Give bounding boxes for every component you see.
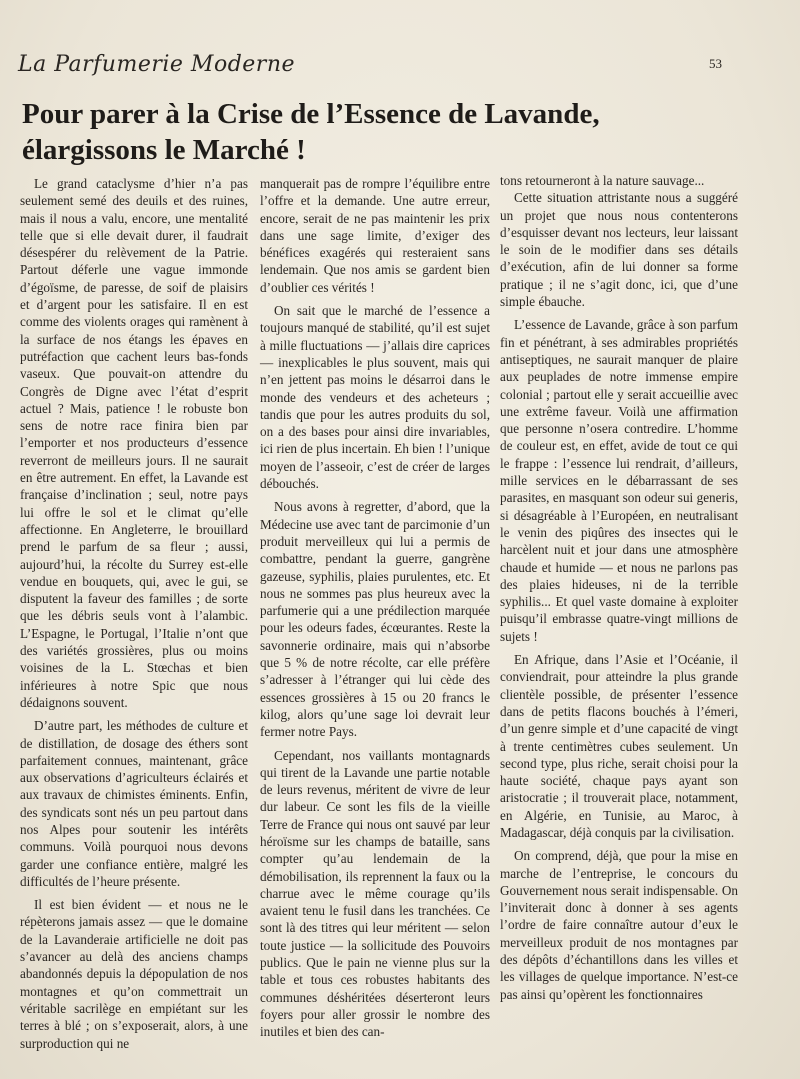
paragraph: Cette situation attristante nous a suggéré un projet que nous nous contenterons d’esquisser devant nos lecteurs, leur laissant le soin de le modifier dans ses détails d’exécution, afin de lui donner sa forme pratique ; il ne s’agit donc, ici, que d’une simple ébauche. <box>500 190 738 310</box>
paragraph: Le grand cataclysme d’hier n’a pas seulement semé des deuils et des ruines, mais il nous a valu, encore, une mentalité telle que si elle devait durer, il faudrait désespérer du relèvement de la Patrie. Partout déferle une vague immonde d’égoïsme, de paresse, de soif de plaisirs et d’argent pour les satisfaire. Il en est comme des violents orages qui ramènent à la surface de nos étangs les épaves en putréfaction que cachent leurs bas-fonds vaseux. Que pouvait-on attendre du Congrès de Digne avec l’état d’esprit actuel ? Mais, patience ! le robuste bon sens de notre race finira bien par l’emporter et nos producteurs d’essence reverront de meilleurs jours. Il ne saurait en être autrement. En effet, la Lavande est française d’inclination ; seul, notre pays lui offre le sol et le climat qu’elle affectionne. En Angleterre, le brouillard prend le parfum de sa fleur ; aussi, aujourd’hui, la récolte du Surrey est-elle vendue en bouquets, qui, avec le gui, se disputent la faveur des familles ; de sorte que les débris seuls vont à l’alambic. L’Espagne, le Portugal, l’Italie n’ont que des variétés grossières, plus ou moins voisines de la L. Stœchas et bien inférieures à notre Spic que nous dédaignons souvent. <box>20 176 248 710</box>
paragraph: On comprend, déjà, que pour la mise en marche de l’entreprise, le concours du Gouvernement nous serait indispensable. On l’inviterait donc à donner à ses agents l’ordre de faire connaître autour d’eux le merveilleux produit de nos montagnes par des dépôts d’échantillons dans les villes et les villages de quelque importance. N’est-ce pas ainsi qu’opèrent les fonctionnaires <box>500 848 738 1002</box>
paragraph: tons retourneront à la nature sauvage... <box>500 173 705 188</box>
paragraph: En Afrique, dans l’Asie et l’Océanie, il conviendrait, pour atteindre la plus grande clientèle possible, de présenter l’essence dans de petits flacons bouchés à l’émeri, d’un genre simple et d’une capacité de vingt à trente centimètres cubes seulement. Un second type, plus riche, serait choisi pour la haute société, chaque pays ayant son aristocratie ; il trouverait place, notamment, en Algérie, en Tunisie, au Maroc, à Madagascar, déjà conquis par la civilisation. <box>500 652 738 840</box>
paragraph: On sait que le marché de l’essence a toujours manqué de stabilité, qu’il est sujet à mille fluctuations — j’allais dire caprices — inexplicables le plus souvent, mais qui n’en jettent pas moins le désarroi dans le monde des vendeurs et des acheteurs ; tandis que pour les autres produits du sol, on a des bases pour ainsi dire invariables, ici rien de plus incertain. Eh bien ! l’unique moyen de l’asseoir, c’est de créer de larges débouchés. <box>260 303 490 492</box>
text-column-1 <box>20 175 248 1052</box>
paragraph: Cependant, nos vaillants montagnards qui tirent de la Lavande une partie notable de leurs revenus, méritent de vivre de leur dur labeur. Ce sont les fils de la vieille Terre de France qui nous ont sauvé par leur héroïsme sur les champs de bataille, sans compter qu’au lendemain de la démobilisation, ils reprennent la faux ou la charrue avec le même courage qu’ils avaient tenu le fusil dans les tranchées. Ce sont là des titres qui leur méritent — selon toute justice — la sollicitude des Pouvoirs publics. Que le pain ne vienne plus sur la table et tous ces robustes habitants des communes déshéritées déserteront leurs foyers pour aller grossir le nombre des inutiles et bien des can- <box>260 747 490 1040</box>
article-title-line-1: Pour parer à la Crise de l’Essence de Lavande, <box>22 98 600 130</box>
paragraph: manquerait pas de rompre l’équilibre entre l’offre et la demande. Une autre erreur, encore, serait de ne pas maintenir les prix dans une sage limite, d’exiger des bénéfices exagérés qui resteraient sans lendemain. Que nos amis se gardent bien d’oublier ces vérités ! <box>260 176 490 295</box>
paragraph: D’autre part, les méthodes de culture et de distillation, de dosage des éthers sont parfaitement connues, maintenant, grâce aux observations d’agriculteurs éclairés et aux travaux de chimistes éminents. Enfin, des syndicats sont nés un peu partout dans nos Alpes pour soutenir les intérêts communs. Voilà pourquoi nous devons garder une confiance entière, malgré les difficultés de l’heure présente. <box>20 718 248 889</box>
journal-masthead: La Parfumerie Moderne <box>18 52 296 77</box>
paragraph: L’essence de Lavande, grâce à son parfum fin et pénétrant, à ses admirables propriétés antiseptiques, ne saurait manquer de plaire aux peuplades de notre immense empire colonial ; partout elle y serait accueillie avec une extrême faveur. Voilà une affirmation que personne n’osera contredire. L’homme de couleur est, en effet, avide de tout ce qui le frappe : l’essence lui rendrait, d’ailleurs, mille services en le débarrassant de ses parasites, en masquant son odeur sui generis, si désagréable à l’Européen, en neutralisant le venin des piqûres des insectes qui le harcèlent nuit et jour dans une atmosphère chaude et humide — et nous ne parlons pas des plaies hideuses, ni de la terrible syphilis... Et quel vaste domaine à exploiter puisqu’il embrasse quatre-vingt millions de sujets ! <box>500 317 738 644</box>
text-column-2 <box>260 175 490 1041</box>
text-column-3 <box>500 172 738 1003</box>
paragraph: Nous avons à regretter, d’abord, que la Médecine use avec tant de parcimonie d’un produit merveilleux qui lui a permis de combattre, pendant la guerre, gangrène gazeuse, syphilis, plaies purulentes, etc. Et nous ne sommes pas plus heureux avec la parfumerie qui a une prédilection marquée pour les odeurs fades, écœurantes. Reste la savonnerie ordinaire, mais qui n’absorbe que 5 % de notre récolte, car elle préfère s’adresser à l’étranger qui lui cède des essences grossières à 15 ou 20 francs le kilog, alors qu’une sage loi devrait leur fermer notre Pays. <box>260 499 490 740</box>
article-title <box>22 96 722 168</box>
page-number: 53 <box>709 56 722 71</box>
article-title-line-2: élargissons le Marché ! <box>22 134 306 166</box>
paragraph: Il est bien évident — et nous ne le répèterons jamais assez — que le domaine de la Lavanderaie artificielle ne doit pas s’avancer au delà des anciens champs abandonnés depuis la dépopulation de nos montagnes et qu’on commettrait un véritable sacrilège en empiétant sur les terres à blé ; on s’exposerait, alors, à une surproduction qui ne <box>20 897 248 1051</box>
